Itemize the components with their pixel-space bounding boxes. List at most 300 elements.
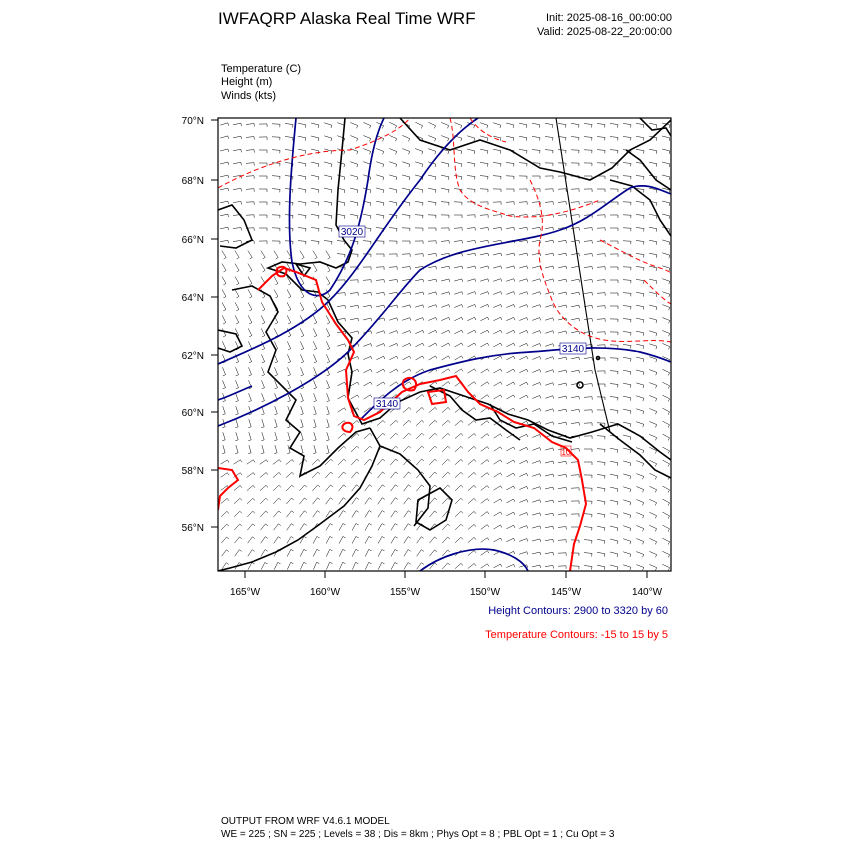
wind-barb bbox=[389, 135, 396, 141]
temperature-label: 10 bbox=[561, 448, 571, 457]
wind-barb bbox=[324, 201, 332, 206]
lon-label-165: 165°W bbox=[229, 587, 261, 598]
wind-barb bbox=[532, 409, 541, 412]
wind-barb bbox=[235, 315, 239, 324]
wind-barb bbox=[584, 241, 592, 244]
wind-barb bbox=[481, 447, 489, 452]
wind-barb bbox=[261, 328, 265, 337]
wind-barb bbox=[391, 563, 397, 570]
wind-barb bbox=[519, 408, 527, 412]
wind-barb bbox=[428, 215, 436, 218]
wind-barb bbox=[519, 163, 527, 167]
wind-barb bbox=[402, 343, 411, 346]
wind-barb bbox=[363, 305, 371, 308]
wind-barb bbox=[455, 524, 463, 530]
wind-barb bbox=[274, 354, 277, 363]
wind-barb bbox=[623, 461, 631, 466]
wind-barb bbox=[429, 433, 437, 439]
wind-barb bbox=[262, 367, 265, 376]
wind-barb bbox=[610, 280, 618, 283]
wind-barb bbox=[311, 175, 319, 180]
wind-barb bbox=[338, 433, 346, 438]
wind-barb bbox=[636, 267, 644, 271]
wind-barb bbox=[519, 253, 528, 256]
wind-barb bbox=[298, 162, 306, 166]
wind-barb bbox=[481, 343, 489, 347]
wind-barb bbox=[378, 550, 384, 557]
wind-barb bbox=[260, 511, 268, 517]
wind-barb bbox=[274, 328, 278, 337]
wind-barb bbox=[532, 331, 541, 334]
wind-barb bbox=[571, 475, 579, 478]
wind-barb bbox=[233, 162, 241, 165]
wind-barb bbox=[519, 434, 527, 437]
wind-barb bbox=[313, 341, 316, 350]
wind-barb bbox=[532, 487, 541, 490]
wind-barb bbox=[247, 498, 255, 503]
wind-barb bbox=[221, 460, 229, 464]
wind-barb bbox=[481, 538, 489, 543]
wind-barb bbox=[597, 189, 605, 192]
wind-barb bbox=[312, 459, 320, 464]
wind-barb bbox=[220, 175, 228, 178]
wind-barb bbox=[519, 447, 527, 450]
wind-barb bbox=[584, 449, 592, 452]
wind-barb bbox=[506, 136, 514, 141]
wind-barb bbox=[274, 432, 277, 440]
wind-barb bbox=[610, 137, 618, 141]
wind-barb bbox=[389, 122, 396, 128]
wind-barb bbox=[493, 215, 501, 218]
wind-barb bbox=[493, 240, 501, 243]
wind-barb bbox=[558, 253, 566, 256]
wind-barb bbox=[363, 122, 370, 128]
wind-barb bbox=[363, 149, 370, 155]
wind-barb bbox=[636, 526, 643, 532]
wind-barb bbox=[663, 408, 670, 415]
wind-barb bbox=[234, 498, 242, 503]
wind-barb bbox=[455, 356, 463, 360]
wind-barb bbox=[532, 526, 541, 529]
wind-barb bbox=[532, 279, 541, 282]
wind-barb bbox=[391, 498, 398, 505]
wind-barb bbox=[454, 215, 462, 218]
wind-barb bbox=[623, 435, 631, 440]
wind-barb bbox=[480, 149, 488, 154]
wind-barb bbox=[222, 341, 225, 350]
wind-barb bbox=[636, 136, 644, 140]
wind-barb bbox=[389, 201, 397, 206]
wind-barb bbox=[415, 305, 423, 308]
wind-barb bbox=[571, 137, 579, 141]
wind-barb bbox=[313, 562, 319, 569]
wind-barb bbox=[584, 319, 592, 322]
wind-barb bbox=[584, 254, 592, 257]
wind-barb bbox=[623, 357, 631, 361]
height-contour-legend: Height Contours: 2900 to 3320 by 60 bbox=[488, 605, 668, 617]
wind-barb bbox=[429, 498, 437, 504]
wind-barb bbox=[311, 123, 319, 128]
wind-barb bbox=[429, 420, 437, 425]
wind-barb bbox=[365, 562, 371, 569]
wind-barb bbox=[636, 474, 643, 480]
wind-barb bbox=[545, 331, 554, 334]
wind-barb bbox=[428, 254, 436, 257]
wind-barb bbox=[287, 562, 293, 569]
wind-barb bbox=[248, 419, 251, 427]
wind-barb bbox=[545, 513, 553, 516]
wind-barb bbox=[584, 566, 592, 570]
wind-barb bbox=[351, 395, 359, 399]
wind-barb bbox=[584, 137, 592, 141]
wind-barb bbox=[324, 162, 332, 167]
wind-barb bbox=[663, 460, 670, 466]
wind-barb bbox=[222, 550, 229, 556]
wind-barb bbox=[519, 486, 528, 489]
wind-barb bbox=[272, 189, 280, 193]
wind-barb bbox=[441, 292, 449, 295]
wind-barb bbox=[221, 537, 229, 543]
wind-barb bbox=[417, 485, 424, 491]
wind-barb bbox=[571, 331, 579, 334]
wind-barb bbox=[468, 551, 476, 556]
wind-barb bbox=[311, 188, 319, 193]
wind-barb bbox=[455, 420, 463, 425]
model-info: OUTPUT FROM WRF V4.6.1 MODEL bbox=[221, 816, 390, 827]
wind-barb bbox=[389, 267, 397, 270]
wind-barb bbox=[662, 382, 669, 388]
wind-barb bbox=[300, 354, 303, 363]
wind-barb bbox=[493, 330, 502, 334]
wind-barb bbox=[519, 382, 527, 386]
wind-barb bbox=[298, 123, 306, 128]
wind-barb bbox=[287, 341, 290, 350]
wind-barb bbox=[662, 395, 669, 401]
wind-barb bbox=[288, 380, 291, 389]
wind-barb bbox=[326, 498, 333, 504]
wind-barb bbox=[441, 175, 449, 180]
wind-barb bbox=[222, 251, 226, 259]
wind-barb bbox=[259, 202, 267, 205]
wind-barb bbox=[415, 122, 422, 128]
wind-barb bbox=[389, 254, 397, 257]
wind-barb bbox=[246, 202, 254, 205]
wind-barb bbox=[558, 527, 566, 530]
wind-barb bbox=[649, 370, 657, 376]
wind-barb bbox=[649, 149, 657, 154]
wind-barb bbox=[571, 449, 579, 452]
wind-barb bbox=[571, 266, 579, 269]
wind-barb bbox=[481, 564, 489, 568]
wind-barb bbox=[545, 461, 554, 464]
wind-barb bbox=[260, 498, 268, 504]
lat-label-68: 68°N bbox=[181, 176, 204, 187]
wind-barb bbox=[402, 254, 410, 257]
wind-barb bbox=[454, 317, 462, 320]
wind-barb bbox=[338, 459, 346, 465]
wind-barb bbox=[480, 162, 488, 166]
wind-barb bbox=[623, 345, 631, 349]
wind-barb bbox=[402, 162, 410, 167]
wind-barb bbox=[404, 537, 411, 544]
wind-barb bbox=[545, 253, 554, 256]
wind-barb bbox=[259, 215, 267, 218]
wind-barb bbox=[416, 407, 424, 412]
wind-barb bbox=[610, 319, 618, 322]
wind-barb bbox=[234, 486, 242, 491]
wind-barb bbox=[467, 292, 476, 295]
wind-barb bbox=[220, 214, 228, 217]
wind-barb bbox=[389, 149, 396, 155]
wind-barb bbox=[376, 344, 385, 347]
wind-barb bbox=[312, 485, 320, 491]
wind-barb bbox=[402, 135, 409, 141]
wind-barb bbox=[468, 485, 476, 490]
wind-barb bbox=[571, 566, 579, 569]
wind-barb bbox=[259, 150, 267, 153]
wind-barb bbox=[649, 486, 656, 492]
wind-barb bbox=[571, 514, 579, 517]
wind-barb bbox=[428, 330, 437, 333]
wind-barb bbox=[311, 228, 319, 232]
wind-barb bbox=[442, 472, 450, 478]
wind-barb bbox=[222, 432, 225, 440]
wind-barb bbox=[327, 393, 330, 401]
wind-barb bbox=[545, 123, 553, 127]
wind-barb bbox=[623, 513, 631, 518]
wind-barb bbox=[274, 251, 278, 259]
wind-barb bbox=[532, 396, 541, 399]
wind-barb bbox=[597, 462, 605, 466]
wind-barb bbox=[339, 562, 345, 569]
wind-barb bbox=[649, 227, 657, 231]
wind-barb bbox=[649, 396, 656, 402]
wind-barb bbox=[467, 330, 476, 334]
wind-barb bbox=[235, 264, 239, 272]
wind-barb bbox=[350, 188, 358, 193]
wind-barb bbox=[454, 202, 462, 205]
wind-barb bbox=[545, 357, 554, 360]
wind-barb bbox=[468, 537, 476, 542]
wind-barb bbox=[259, 241, 267, 244]
wind-barb bbox=[506, 343, 514, 347]
wind-barb bbox=[468, 498, 476, 503]
wind-barb bbox=[506, 538, 514, 541]
wind-barb bbox=[363, 293, 371, 296]
wind-barb bbox=[222, 277, 226, 285]
lon-label-160: 160°W bbox=[309, 587, 341, 598]
wind-barb bbox=[545, 552, 553, 555]
wind-barb bbox=[610, 215, 618, 218]
wind-barb bbox=[285, 137, 293, 141]
wind-barb bbox=[545, 137, 553, 141]
wind-barb bbox=[649, 240, 657, 245]
wind-barb bbox=[402, 228, 410, 231]
wind-barb bbox=[468, 472, 476, 477]
wind-barb bbox=[455, 498, 463, 504]
wind-barb bbox=[532, 565, 541, 568]
wind-barb bbox=[261, 354, 264, 363]
wind-barb bbox=[236, 380, 239, 389]
wind-barb bbox=[493, 279, 502, 282]
wind-barb bbox=[571, 123, 579, 127]
wind-barb bbox=[233, 136, 241, 139]
wind-barb bbox=[636, 422, 644, 427]
wind-barb bbox=[468, 459, 476, 464]
wind-barb bbox=[338, 395, 347, 399]
wind-barb bbox=[519, 150, 527, 154]
wind-barb bbox=[235, 303, 239, 311]
wind-barb bbox=[285, 189, 293, 193]
wind-barb bbox=[262, 393, 265, 401]
wind-barb bbox=[313, 419, 316, 427]
wind-barb bbox=[480, 317, 489, 320]
wind-barb bbox=[571, 501, 579, 504]
wind-barb bbox=[249, 393, 252, 401]
wind-barb bbox=[636, 241, 644, 245]
wind-barb bbox=[246, 215, 254, 218]
wind-barb bbox=[233, 123, 241, 126]
wind-barb bbox=[220, 162, 228, 165]
wind-barb bbox=[339, 485, 346, 491]
wind-barb bbox=[493, 163, 501, 167]
wind-barb bbox=[234, 524, 242, 530]
wind-barb bbox=[261, 315, 265, 324]
wind-barb bbox=[260, 485, 268, 490]
wind-barb bbox=[584, 514, 592, 518]
wind-barb bbox=[415, 201, 423, 205]
wind-barb bbox=[481, 395, 489, 400]
wind-barb bbox=[376, 201, 384, 206]
wind-barb bbox=[519, 305, 528, 308]
wind-barb bbox=[377, 369, 385, 373]
wind-barb bbox=[259, 137, 267, 140]
wind-barb bbox=[248, 290, 252, 299]
wind-barb bbox=[532, 461, 541, 464]
wind-barb bbox=[597, 552, 605, 556]
wind-barb bbox=[337, 344, 345, 347]
wind-barb bbox=[545, 240, 553, 243]
wind-barb bbox=[571, 318, 579, 321]
wind-barb bbox=[390, 369, 399, 373]
lat-label-66: 66°N bbox=[181, 235, 204, 246]
wind-barb bbox=[298, 201, 306, 205]
wind-barb bbox=[337, 280, 345, 283]
wind-barb bbox=[311, 214, 319, 218]
wind-barb bbox=[494, 473, 502, 477]
wind-barb bbox=[467, 136, 475, 141]
wind-barb bbox=[339, 511, 346, 518]
wind-barb bbox=[455, 459, 463, 464]
wind-barb bbox=[623, 500, 631, 505]
wind-barb bbox=[350, 318, 358, 321]
wind-barb bbox=[402, 241, 410, 244]
wind-barb bbox=[350, 175, 358, 180]
wind-barb bbox=[339, 498, 346, 505]
wind-barb bbox=[298, 149, 306, 154]
wind-barb bbox=[662, 331, 669, 337]
wind-barb bbox=[662, 162, 670, 167]
wind-barb bbox=[233, 241, 241, 244]
wind-barb bbox=[222, 303, 226, 311]
wind-barb bbox=[662, 318, 669, 324]
wind-barb bbox=[415, 279, 423, 282]
wind-barb bbox=[468, 382, 476, 387]
wind-barb bbox=[532, 266, 541, 269]
wind-barb bbox=[493, 227, 501, 230]
wind-barb bbox=[378, 472, 385, 478]
wind-barb bbox=[519, 292, 528, 295]
wind-barb bbox=[636, 149, 644, 153]
wind-barb bbox=[663, 525, 670, 532]
wind-barb bbox=[442, 537, 450, 543]
wind-barb bbox=[481, 486, 489, 491]
wind-barb bbox=[610, 358, 618, 361]
wind-barb bbox=[623, 215, 631, 218]
wind-barb bbox=[468, 421, 476, 426]
wind-barb bbox=[455, 433, 463, 438]
wind-barb bbox=[468, 446, 476, 451]
wind-barb bbox=[623, 137, 631, 141]
wind-barb bbox=[261, 303, 265, 311]
wind-barb bbox=[248, 354, 251, 363]
wind-barb bbox=[442, 563, 450, 569]
wind-barb bbox=[558, 240, 566, 243]
wind-barb bbox=[481, 499, 489, 504]
wind-barb bbox=[610, 384, 618, 388]
wind-barb bbox=[300, 303, 304, 311]
wind-barb bbox=[532, 357, 541, 360]
lon-labels bbox=[230, 587, 663, 598]
wind-barb bbox=[391, 485, 398, 491]
wind-barb bbox=[506, 176, 514, 179]
wind-barb bbox=[507, 460, 516, 464]
height-units-label: Height (m) bbox=[221, 76, 273, 88]
wind-barb bbox=[532, 292, 541, 295]
wind-barb bbox=[222, 264, 226, 272]
wind-barb bbox=[430, 550, 437, 556]
wind-barb bbox=[286, 485, 294, 491]
lat-label-62: 62°N bbox=[181, 351, 204, 362]
wind-barb bbox=[272, 241, 280, 244]
wind-barb bbox=[311, 241, 319, 245]
wind-barb bbox=[649, 214, 657, 218]
wind-barb bbox=[389, 228, 397, 232]
wind-barb bbox=[390, 459, 398, 465]
wind-barb bbox=[377, 433, 385, 439]
wind-barb bbox=[558, 501, 566, 504]
wind-barb bbox=[649, 499, 656, 505]
wind-barb bbox=[623, 293, 631, 297]
wind-barb bbox=[571, 279, 579, 282]
wind-barb bbox=[324, 188, 332, 193]
wind-barb bbox=[610, 565, 618, 570]
wind-barb bbox=[246, 150, 254, 153]
wind-barb bbox=[584, 358, 592, 361]
wind-barb bbox=[597, 475, 605, 479]
wind-barb bbox=[220, 123, 229, 126]
wind-barb bbox=[235, 432, 238, 440]
wind-barb bbox=[248, 277, 252, 285]
wind-barb bbox=[454, 330, 463, 334]
wind-barb bbox=[662, 149, 670, 154]
wind-barb bbox=[558, 383, 567, 386]
wind-barb bbox=[337, 293, 345, 296]
wind-barb bbox=[649, 383, 656, 389]
wind-barb bbox=[481, 434, 489, 439]
wind-barb bbox=[376, 175, 384, 180]
wind-barb bbox=[351, 472, 359, 478]
